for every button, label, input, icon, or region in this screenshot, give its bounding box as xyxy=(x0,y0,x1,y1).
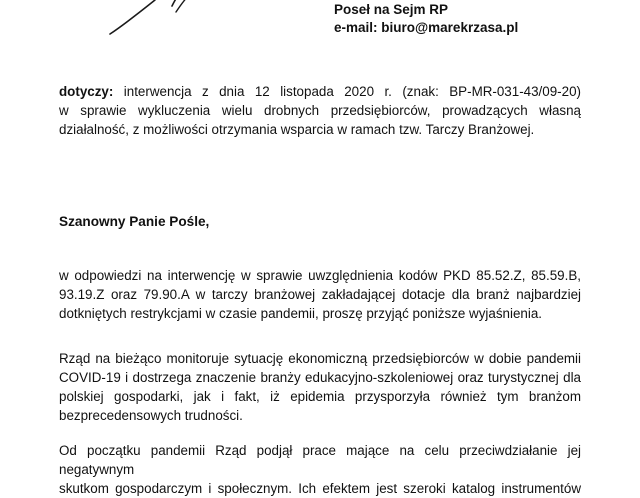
subject-line-3: działalność, z możliwości otrzymania wsparcia w ramach tzw. Tarczy Branżowej. xyxy=(59,122,535,137)
paragraph-3 xyxy=(59,441,581,498)
paragraph-line: polskiej gospodarki, jak i fakt, iż epidemia przysporzyła również tym branżom xyxy=(59,389,581,404)
subject-block xyxy=(59,82,581,139)
subject-line-2: w sprawie wykluczenia wielu drobnych przedsiębiorców, prowadzących własną xyxy=(59,103,581,118)
paragraph-line: w odpowiedzi na interwencję w sprawie uwzględnienia kodów PKD 85.52.Z, 85.59.B, xyxy=(59,268,581,283)
paragraph-1 xyxy=(59,266,581,323)
paragraph-line: bezprecedensowych trudności. xyxy=(59,408,243,423)
paragraph-line: dotkniętych restrykcjami w czasie pandemii, proszę przyjąć poniższe wyjaśnienia. xyxy=(59,306,543,321)
paragraph-line: COVID-19 i dostrzega znaczenie branży edukacyjno-szkoleniowej oraz turystycznej dla xyxy=(59,370,581,385)
letterhead-title: Poseł na Sejm RP xyxy=(334,2,449,17)
paragraph-line: Od początku pandemii Rząd podjął prace mające na celu przeciwdziałanie jej negatywnym xyxy=(59,443,581,477)
letterhead xyxy=(334,1,518,37)
greeting: Szanowny Panie Pośle, xyxy=(59,214,210,229)
letterhead-email: e-mail: biuro@marekrzasa.pl xyxy=(334,20,519,35)
subject-label: dotyczy: xyxy=(59,84,114,99)
subject-line-1: dotyczy: interwencja z dnia 12 listopada 2020 r. (znak: BP-MR-031-43/09-20) xyxy=(59,84,581,99)
paragraph-2 xyxy=(59,349,581,425)
paragraph-line: 93.19.Z oraz 79.90.A w tarczy branżowej zakładającej dotacje dla branż najbardziej xyxy=(59,287,581,302)
paragraph-line: skutkom gospodarczym i społecznym. Ich efektem jest szeroki katalog instrumentów xyxy=(59,481,581,496)
handwritten-signature xyxy=(100,0,200,36)
paragraph-line: Rząd na bieżąco monitoruje sytuację ekonomiczną przedsiębiorców w dobie pandemii xyxy=(59,351,581,366)
